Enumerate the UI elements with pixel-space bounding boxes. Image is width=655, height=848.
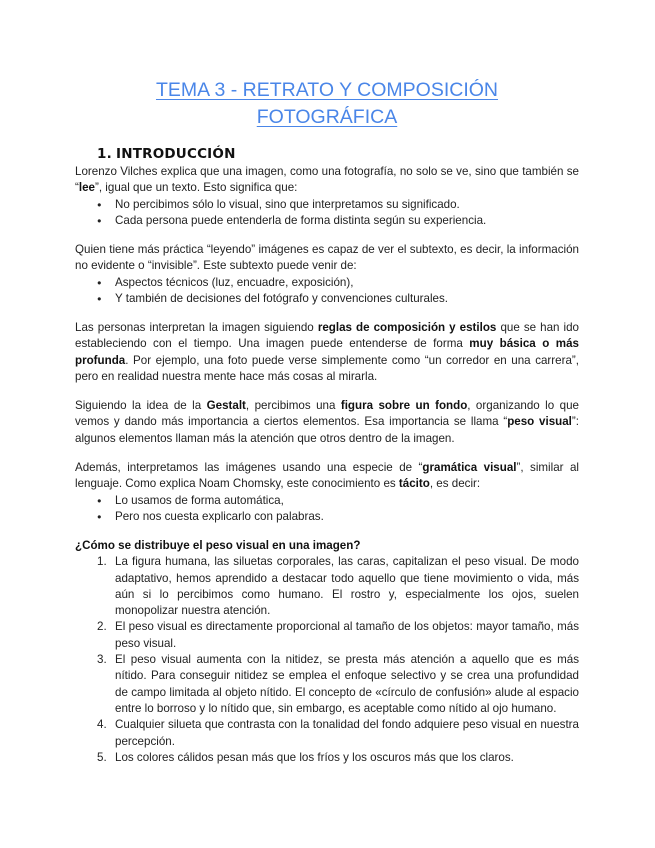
paragraph-3-text: Las personas interpretan la imagen siguiendo reglas de composición y estilos que se han ido estableciendo con el tiempo. Una imagen puede entenderse de forma muy básica o más profunda. Por ejemplo, una foto puede verse simplemente como “un corredor en una carrera”, pero en realidad nuestra mente hace más cosas al mirarla. (75, 321, 579, 383)
section-title: INTRODUCCIÓN (116, 146, 236, 162)
question-section (75, 538, 579, 766)
paragraph-2-text: Quien tiene más práctica “leyendo” imágenes es capaz de ver el subtexto, es decir, la información no evidente o “invisible”. Este subtexto puede venir de: (75, 243, 579, 273)
paragraph-2 (75, 242, 579, 307)
paragraph-1-text: Lorenzo Vilches explica que una imagen, como una fotografía, no solo se ve, sino que también se “lee”, igual que un texto. Esto significa que: (75, 165, 579, 195)
paragraph-5-text: Además, interpretamos las imágenes usando una especie de “gramática visual”, similar al lenguaje. Como explica Noam Chomsky, este conocimiento es tácito, es decir: (75, 461, 579, 491)
list-item: ● Lo usamos de forma automática, (75, 493, 579, 509)
list-item: ● Pero nos cuesta explicarlo con palabras. (75, 509, 579, 525)
numbered-list (75, 554, 579, 766)
document-title (75, 77, 579, 131)
list-item: ● Aspectos técnicos (luz, encuadre, exposición), (75, 275, 579, 291)
list-item: 3. El peso visual aumenta con la nitidez, se presta más atención a aquello que es más nítido. Para conseguir nitidez se emplea el enfoque selectivo y se crea una profundidad de campo limitada al objeto nítido. El concepto de «círculo de confusión» alude al espacio entre lo borroso y lo nítido que, sin embargo, es aceptable como nítido al ojo humano. (97, 653, 579, 715)
question-heading: ¿Cómo se distribuye el peso visual en una imagen? (75, 539, 361, 552)
list-item: 2. El peso visual es directamente proporcional al tamaño de los objetos: mayor tamaño, más peso visual. (97, 620, 579, 650)
title-line-2: FOTOGRÁFICA (256, 106, 398, 128)
title-line-1: TEMA 3 - RETRATO Y COMPOSICIÓN (155, 79, 499, 101)
paragraph-5 (75, 460, 579, 525)
paragraph-4-text: Siguiendo la idea de la Gestalt, percibimos una figura sobre un fondo, organizando lo que vemos y dando más importancia a ciertos elementos. Esa importancia se llama “peso visual”: algunos elementos llaman más la atención que otros dentro de la imagen. (75, 399, 579, 445)
section-heading (97, 146, 236, 162)
list-item: ● Y también de decisiones del fotógrafo y convenciones culturales. (75, 291, 579, 307)
paragraph-1 (75, 164, 579, 229)
bullet-list-2 (75, 275, 579, 308)
paragraph-3 (75, 320, 579, 385)
bullet-list-1 (75, 197, 579, 230)
list-item: 5. Los colores cálidos pesan más que los fríos y los oscuros más que los claros. (97, 750, 514, 764)
list-item: ● Cada persona puede entenderla de forma distinta según su experiencia. (75, 213, 579, 229)
list-item: 4. Cualquier silueta que contrasta con la tonalidad del fondo adquiere peso visual en nuestra percepción. (97, 718, 579, 748)
bullet-list-3 (75, 493, 579, 526)
paragraph-4 (75, 398, 579, 447)
list-item: 1. La figura humana, las siluetas corporales, las caras, capitalizan el peso visual. De modo adaptativo, hemos aprendido a destacar todo aquello que tiene movimiento o vida, más aún si lo percibimos como humano. El rostro y, especialmente los ojos, suelen monopolizar nuestra atención. (97, 555, 579, 618)
list-item: ● No percibimos sólo lo visual, sino que interpretamos su significado. (75, 197, 579, 213)
section-number: 1. (97, 146, 112, 162)
